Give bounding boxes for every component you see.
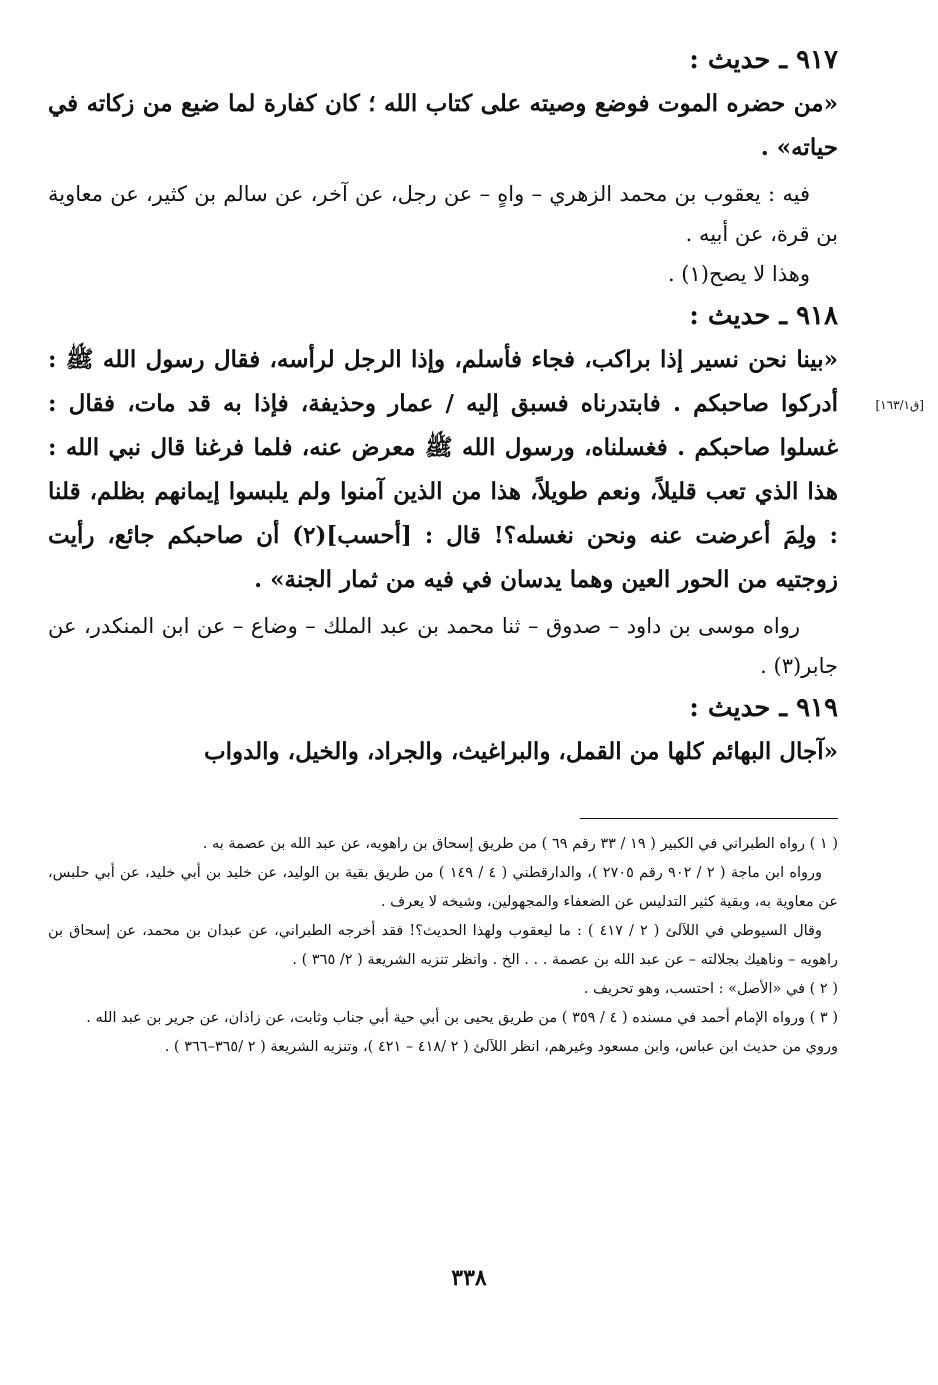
manuscript-margin-reference: [ق١٦٣/١] xyxy=(875,398,924,412)
hadith-919-matn: «آجال البهائم كلها من القمل، والبراغيث، والجراد، والخيل، والدواب xyxy=(203,738,838,765)
hadith-917-matn: «من حضره الموت فوضع وصيته على كتاب الله ؛ كان كفارة لما ضيع من زكاته في حياته» . xyxy=(48,90,838,161)
footnote-1-continuation: ورواه ابن ماجة ( ٢ / ٩٠٢ رقم ٢٧٠٥ )، والدارقطني ( ٤ / ١٤٩ ) من طريق بقية بن الوليد، عن خليد بن أبي خليد، عن أبي حلبس، عن معاوية به، وبقية كثير التدليس عن الضعفاء والمجهولين، وشيخه لا يعرف . xyxy=(48,865,838,910)
footnote-3: ( ٣ ) ورواه الإمام أحمد في مسنده ( ٤ / ٣٥٩ ) من طريق يحيى بن أبي حية أبي جناب وثابت، عن زاذان، عن جرير بن عبد الله . xyxy=(86,1010,838,1026)
page-number: ٣٣٨ xyxy=(451,1265,487,1291)
footnote-3-continuation: وروي من حديث ابن عباس، وابن مسعود وغيرهم، انظر اللآلئ ( ٢ /٤١٨ – ٤٢١ )، وتنزيه الشريعة ( ٢ /٣٦٥–٣٦٦ ) . xyxy=(164,1039,838,1055)
footnote-1: ( ١ ) رواه الطبراني في الكبير ( ١٩ / ٣٣ رقم ٦٩ ) من طريق إسحاق بن راهويه، عن عبد الله بن عصمة به . xyxy=(202,836,838,852)
hadith-918-isnad: رواه موسى بن داود – صدوق – ثنا محمد بن عبد الملك – وضاع – عن ابن المنكدر، عن جابر(٣) . xyxy=(48,614,838,678)
hadith-919 xyxy=(48,686,838,774)
hadith-917-isnad: فيه : يعقوب بن محمد الزهري – واهٍ – عن رجل، عن آخر، عن سالم بن كثير، عن معاوية بن قرة، عن أبيه . xyxy=(48,182,838,246)
hadith-917 xyxy=(48,38,838,294)
hadith-918-heading: ٩١٨ ـ حديث : xyxy=(689,301,838,331)
hadith-919-heading: ٩١٩ ـ حديث : xyxy=(689,693,838,723)
hadith-918 xyxy=(48,294,838,686)
hadith-917-ruling: وهذا لا يصح(١) . xyxy=(667,262,810,286)
hadith-918-matn: «بينا نحن نسير إذا براكب، فجاء فأسلم، وإذا الرجل لرأسه، فقال رسول الله ﷺ : أدركوا صاحبكم . فابتدرناه فسبق إليه / عمار وحذيفة، فإذا به قد مات، فقال : غسلوا صاحبكم . فغسلناه، ورسول الله ﷺ معرض عنه، فلما فرغنا قال نبي الله : هذا الذي تعب قليلاً، ونعم طويلاً، هذا من الذين آمنوا ولم يلبسوا إيمانهم بظلم، قلنا : ولِمَ أعرضت عنه ونحن نغسله؟! قال : [أحسب](٢) أن صاحبكم جائع، رأيت زوجتيه من الحور العين وهما يدسان في فيه من ثمار الجنة» . xyxy=(48,346,838,593)
footnotes xyxy=(48,830,838,1062)
main-text xyxy=(48,38,838,778)
hadith-917-heading: ٩١٧ ـ حديث : xyxy=(689,45,838,75)
footnote-separator xyxy=(580,818,838,819)
footnote-2: ( ٢ ) في «الأصل» : احتسب، وهو تحريف . xyxy=(583,981,838,997)
footnote-1-continuation: وقال السيوطي في اللآلئ ( ٢ / ٤١٧ ) : ما ليعقوب ولهذا الحديث؟! فقد أخرجه الطبراني، عن عبدان بن محمد، عن إسحاق بن راهويه – وناهيك بجلالته – عن عبد الله بن عصمة . . . الخ . وانظر تنزيه الشريعة ( ٢/ ٣٦٥ ) . xyxy=(48,923,838,968)
